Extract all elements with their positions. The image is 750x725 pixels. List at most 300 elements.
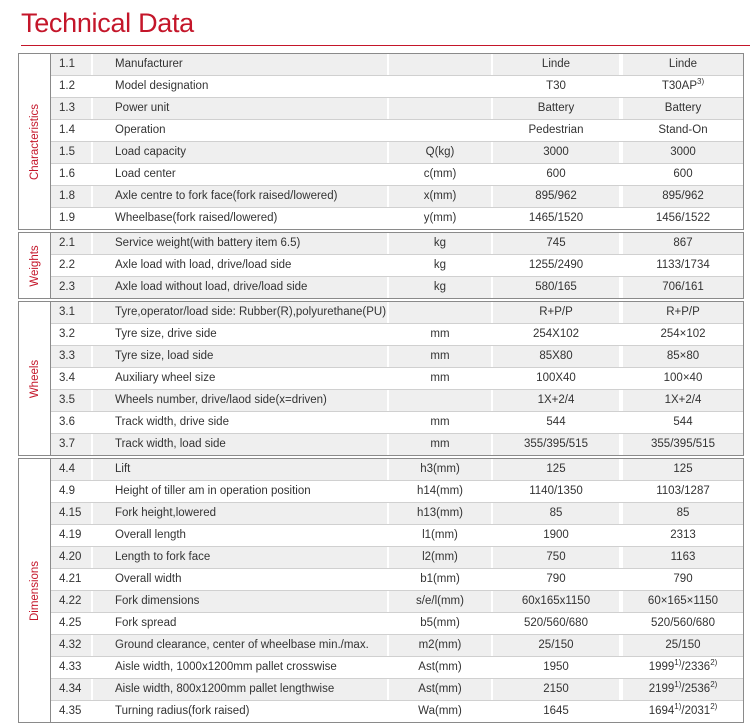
section-label-text: Weights bbox=[28, 244, 41, 287]
item-unit bbox=[389, 186, 491, 207]
value-model-2-text: 1456/1522 bbox=[655, 212, 711, 224]
value-model-1 bbox=[493, 569, 619, 590]
item-unit bbox=[389, 54, 491, 75]
value-model-2-alt: /2336 bbox=[681, 661, 711, 673]
value-model-2-text: 520/560/680 bbox=[651, 617, 715, 629]
table-row bbox=[51, 233, 743, 254]
value-model-2 bbox=[623, 98, 743, 119]
item-number bbox=[51, 547, 91, 568]
item-description-text: Axle load without load, drive/load side bbox=[115, 281, 308, 293]
item-unit bbox=[389, 164, 491, 185]
item-unit bbox=[389, 208, 491, 229]
value-model-2 bbox=[623, 346, 743, 367]
section-label-text: Wheels bbox=[28, 359, 41, 398]
item-number bbox=[51, 635, 91, 656]
value-model-2-text: 895/962 bbox=[662, 190, 704, 202]
value-model-2 bbox=[623, 208, 743, 229]
value-model-1-text: 1140/1350 bbox=[529, 485, 583, 497]
item-unit-text: mm bbox=[430, 438, 450, 450]
value-model-2 bbox=[623, 412, 743, 433]
section-dimensions bbox=[18, 458, 744, 723]
footnote-ref: 1) bbox=[674, 680, 682, 690]
item-number-text: 4.20 bbox=[59, 551, 82, 563]
value-model-2 bbox=[623, 324, 743, 345]
item-description bbox=[93, 481, 387, 502]
table-row bbox=[51, 207, 743, 229]
value-model-2 bbox=[623, 613, 743, 634]
item-description-text: Manufacturer bbox=[115, 58, 183, 70]
item-description-text: Fork spread bbox=[115, 617, 177, 629]
item-unit-text: y(mm) bbox=[423, 212, 457, 224]
item-number-text: 3.6 bbox=[59, 416, 75, 428]
section-weights bbox=[18, 232, 744, 299]
value-model-2 bbox=[623, 164, 743, 185]
table-row bbox=[51, 634, 743, 656]
table-row bbox=[51, 254, 743, 276]
page-title: Technical Data bbox=[21, 8, 194, 38]
item-unit bbox=[389, 635, 491, 656]
item-description-text: Model designation bbox=[115, 80, 209, 92]
value-model-2-text: 1163 bbox=[670, 551, 696, 563]
value-model-1-text: 25/150 bbox=[538, 639, 574, 651]
item-unit bbox=[389, 481, 491, 502]
item-number bbox=[51, 459, 91, 480]
item-unit bbox=[389, 525, 491, 546]
footnote-ref: 1) bbox=[674, 702, 682, 712]
value-model-2-alt: /2031 bbox=[681, 705, 711, 717]
item-unit-text: mm bbox=[430, 372, 450, 384]
section-label bbox=[19, 302, 51, 455]
value-model-2 bbox=[623, 657, 743, 678]
section-label bbox=[19, 54, 51, 229]
footnote-ref: 1) bbox=[674, 658, 682, 668]
item-unit bbox=[389, 569, 491, 590]
table-row bbox=[51, 302, 743, 323]
value-model-1-text: Linde bbox=[541, 58, 571, 70]
item-number-text: 1.8 bbox=[59, 190, 75, 202]
value-model-1 bbox=[493, 233, 619, 254]
value-model-2-text: 1999 bbox=[648, 661, 675, 673]
value-model-1 bbox=[493, 76, 619, 97]
item-number bbox=[51, 186, 91, 207]
value-model-1 bbox=[493, 591, 619, 612]
footnote-ref: 2) bbox=[710, 680, 718, 690]
value-model-1 bbox=[493, 302, 619, 323]
table-row bbox=[51, 502, 743, 524]
table-row bbox=[51, 185, 743, 207]
item-number-text: 4.34 bbox=[59, 683, 82, 695]
item-unit-text: x(mm) bbox=[423, 190, 457, 202]
table-row bbox=[51, 367, 743, 389]
item-number bbox=[51, 412, 91, 433]
value-model-2-text: 2313 bbox=[670, 529, 696, 541]
item-unit-text: Ast(mm) bbox=[418, 661, 462, 673]
value-model-2-text: 254×102 bbox=[660, 328, 706, 340]
table-row bbox=[51, 345, 743, 367]
item-number bbox=[51, 390, 91, 411]
item-unit bbox=[389, 120, 491, 141]
item-unit bbox=[389, 302, 491, 323]
value-model-2-text: 2199 bbox=[648, 683, 675, 695]
table-row bbox=[51, 75, 743, 97]
value-model-1 bbox=[493, 657, 619, 678]
value-model-1 bbox=[493, 186, 619, 207]
item-unit bbox=[389, 459, 491, 480]
item-number bbox=[51, 54, 91, 75]
item-number-text: 1.2 bbox=[59, 80, 75, 92]
item-description bbox=[93, 679, 387, 700]
value-model-1 bbox=[493, 98, 619, 119]
table-row bbox=[51, 323, 743, 345]
value-model-1-text: 3000 bbox=[543, 146, 569, 158]
value-model-2 bbox=[623, 591, 743, 612]
item-unit-text: c(mm) bbox=[423, 168, 457, 180]
item-number-text: 1.4 bbox=[59, 124, 75, 136]
item-unit bbox=[389, 142, 491, 163]
item-description bbox=[93, 324, 387, 345]
item-description-text: Wheelbase(fork raised/lowered) bbox=[115, 212, 278, 224]
item-number-text: 4.19 bbox=[59, 529, 82, 541]
value-model-2 bbox=[623, 679, 743, 700]
value-model-2 bbox=[623, 434, 743, 455]
item-unit-text: mm bbox=[430, 350, 450, 362]
value-model-1 bbox=[493, 459, 619, 480]
item-number-text: 4.4 bbox=[59, 463, 75, 475]
value-model-2-text: 1133/1734 bbox=[656, 259, 710, 271]
item-number-text: 4.33 bbox=[59, 661, 82, 673]
value-model-2-text: Stand-On bbox=[658, 124, 708, 136]
item-unit-text: h13(mm) bbox=[416, 507, 463, 519]
value-model-2-text: 790 bbox=[673, 573, 693, 585]
item-number-text: 4.25 bbox=[59, 617, 82, 629]
item-number bbox=[51, 255, 91, 276]
table-row bbox=[51, 163, 743, 185]
item-unit-text: s/e/l(mm) bbox=[416, 595, 464, 607]
item-number bbox=[51, 434, 91, 455]
value-model-2 bbox=[623, 255, 743, 276]
item-description bbox=[93, 657, 387, 678]
item-unit bbox=[389, 412, 491, 433]
item-unit-text: l2(mm) bbox=[422, 551, 458, 563]
value-model-1-text: 520/560/680 bbox=[524, 617, 588, 629]
value-model-2-text: 1103/1287 bbox=[656, 485, 710, 497]
value-model-2 bbox=[623, 390, 743, 411]
value-model-1 bbox=[493, 142, 619, 163]
item-number-text: 3.3 bbox=[59, 350, 75, 362]
item-description bbox=[93, 346, 387, 367]
value-model-1 bbox=[493, 164, 619, 185]
item-description bbox=[93, 76, 387, 97]
item-unit-text: h3(mm) bbox=[420, 463, 460, 475]
item-number-text: 4.21 bbox=[59, 573, 82, 585]
value-model-2-text: 1X+2/4 bbox=[664, 394, 702, 406]
table-row bbox=[51, 433, 743, 455]
item-number bbox=[51, 346, 91, 367]
item-description-text: Length to fork face bbox=[115, 551, 211, 563]
item-description-text: Aisle width, 800x1200mm pallet lengthwise bbox=[115, 683, 335, 695]
value-model-1 bbox=[493, 54, 619, 75]
item-number bbox=[51, 120, 91, 141]
value-model-1-text: 580/165 bbox=[535, 281, 577, 293]
item-number bbox=[51, 591, 91, 612]
section-wheels bbox=[18, 301, 744, 456]
item-unit-text: kg bbox=[433, 259, 447, 271]
item-description bbox=[93, 142, 387, 163]
item-unit bbox=[389, 368, 491, 389]
item-unit bbox=[389, 591, 491, 612]
item-description bbox=[93, 525, 387, 546]
value-model-1-text: 544 bbox=[546, 416, 566, 428]
value-model-2 bbox=[623, 525, 743, 546]
section-label-text: Dimensions bbox=[28, 560, 41, 621]
table-row bbox=[51, 459, 743, 480]
value-model-2 bbox=[623, 701, 743, 722]
value-model-2-text: 544 bbox=[673, 416, 693, 428]
item-number bbox=[51, 302, 91, 323]
item-number bbox=[51, 76, 91, 97]
value-model-2-text: 25/150 bbox=[665, 639, 701, 651]
technical-data-table bbox=[18, 53, 744, 725]
item-number-text: 2.2 bbox=[59, 259, 75, 271]
item-description bbox=[93, 569, 387, 590]
item-unit bbox=[389, 346, 491, 367]
value-model-2 bbox=[623, 186, 743, 207]
value-model-1-text: T30 bbox=[546, 80, 566, 92]
title-divider bbox=[21, 45, 750, 46]
item-description-text: Fork dimensions bbox=[115, 595, 200, 607]
item-number bbox=[51, 481, 91, 502]
item-number bbox=[51, 525, 91, 546]
item-number bbox=[51, 164, 91, 185]
value-model-1 bbox=[493, 208, 619, 229]
value-model-1 bbox=[493, 120, 619, 141]
item-unit bbox=[389, 434, 491, 455]
item-unit bbox=[389, 679, 491, 700]
value-model-1 bbox=[493, 503, 619, 524]
value-model-1-text: 2150 bbox=[543, 683, 569, 695]
item-description-text: Tyre,operator/load side: Rubber(R),polyurethane(PU) bbox=[115, 306, 387, 318]
item-description-text: Axle centre to fork face(fork raised/lowered) bbox=[115, 190, 338, 202]
item-description bbox=[93, 120, 387, 141]
value-model-1-text: 600 bbox=[546, 168, 566, 180]
table-row bbox=[51, 612, 743, 634]
item-unit bbox=[389, 657, 491, 678]
item-number bbox=[51, 569, 91, 590]
value-model-2-text: T30AP bbox=[661, 80, 698, 92]
item-number-text: 1.3 bbox=[59, 102, 75, 114]
item-description bbox=[93, 503, 387, 524]
item-number bbox=[51, 368, 91, 389]
table-row bbox=[51, 568, 743, 590]
item-description bbox=[93, 412, 387, 433]
value-model-2-text: 100×40 bbox=[663, 372, 703, 384]
value-model-1-text: 1255/2490 bbox=[528, 259, 584, 271]
item-number-text: 1.1 bbox=[59, 58, 75, 70]
value-model-1-text: 895/962 bbox=[535, 190, 577, 202]
item-description-text: Turning radius(fork raised) bbox=[115, 705, 250, 717]
item-number bbox=[51, 324, 91, 345]
item-description-text: Height of tiller am in operation position bbox=[115, 485, 311, 497]
item-number bbox=[51, 233, 91, 254]
value-model-1-text: 1X+2/4 bbox=[537, 394, 575, 406]
value-model-1 bbox=[493, 547, 619, 568]
item-description bbox=[93, 459, 387, 480]
value-model-1-text: 100X40 bbox=[536, 372, 576, 384]
table-row bbox=[51, 546, 743, 568]
item-description-text: Lift bbox=[115, 463, 131, 475]
value-model-1-text: R+P/P bbox=[539, 306, 573, 318]
item-number-text: 1.5 bbox=[59, 146, 75, 158]
item-description-text: Track width, load side bbox=[115, 438, 226, 450]
item-description-text: Service weight(with battery item 6.5) bbox=[115, 237, 301, 249]
table-row bbox=[51, 656, 743, 678]
section-rows bbox=[51, 233, 743, 298]
item-description-text: Load center bbox=[115, 168, 176, 180]
section-label-text: Characteristics bbox=[28, 103, 41, 180]
item-number bbox=[51, 277, 91, 298]
value-model-2 bbox=[623, 503, 743, 524]
value-model-1 bbox=[493, 412, 619, 433]
value-model-1 bbox=[493, 525, 619, 546]
item-number bbox=[51, 679, 91, 700]
value-model-2 bbox=[623, 569, 743, 590]
table-row bbox=[51, 480, 743, 502]
item-unit-text: b5(mm) bbox=[420, 617, 460, 629]
item-number-text: 3.2 bbox=[59, 328, 75, 340]
item-description bbox=[93, 164, 387, 185]
item-number-text: 1.6 bbox=[59, 168, 75, 180]
value-model-1-text: Battery bbox=[537, 102, 575, 114]
item-unit bbox=[389, 324, 491, 345]
table-row bbox=[51, 411, 743, 433]
value-model-2-text: 125 bbox=[673, 463, 693, 475]
value-model-2-text: 85×80 bbox=[666, 350, 700, 362]
item-unit bbox=[389, 390, 491, 411]
table-row bbox=[51, 54, 743, 75]
item-description bbox=[93, 591, 387, 612]
section-characteristics bbox=[18, 53, 744, 230]
value-model-2-text: 600 bbox=[673, 168, 693, 180]
table-row bbox=[51, 119, 743, 141]
item-unit bbox=[389, 76, 491, 97]
item-description bbox=[93, 635, 387, 656]
footnote-ref: 2) bbox=[710, 702, 718, 712]
value-model-2-alt: /2536 bbox=[681, 683, 711, 695]
table-row bbox=[51, 590, 743, 612]
item-number-text: 1.9 bbox=[59, 212, 75, 224]
table-row bbox=[51, 700, 743, 722]
item-description-text: Overall length bbox=[115, 529, 186, 541]
item-number bbox=[51, 613, 91, 634]
item-number bbox=[51, 208, 91, 229]
value-model-2 bbox=[623, 120, 743, 141]
value-model-2 bbox=[623, 54, 743, 75]
item-unit-text: l1(mm) bbox=[422, 529, 458, 541]
item-unit-text: Q(kg) bbox=[425, 146, 455, 158]
item-number-text: 4.32 bbox=[59, 639, 82, 651]
item-unit bbox=[389, 503, 491, 524]
value-model-2 bbox=[623, 547, 743, 568]
item-unit-text: kg bbox=[433, 281, 447, 293]
value-model-2-text: 1694 bbox=[648, 705, 675, 717]
item-number bbox=[51, 98, 91, 119]
item-number-text: 3.5 bbox=[59, 394, 75, 406]
item-unit-text: Ast(mm) bbox=[418, 683, 462, 695]
item-description bbox=[93, 434, 387, 455]
item-description-text: Fork height,lowered bbox=[115, 507, 216, 519]
item-number-text: 3.1 bbox=[59, 306, 75, 318]
value-model-2 bbox=[623, 635, 743, 656]
table-row bbox=[51, 524, 743, 546]
value-model-2-text: 3000 bbox=[670, 146, 696, 158]
item-unit-text: b1(mm) bbox=[420, 573, 460, 585]
value-model-1-text: 1465/1520 bbox=[528, 212, 584, 224]
value-model-1 bbox=[493, 613, 619, 634]
item-unit bbox=[389, 547, 491, 568]
item-description-text: Power unit bbox=[115, 102, 170, 114]
value-model-1 bbox=[493, 679, 619, 700]
item-number bbox=[51, 657, 91, 678]
item-number bbox=[51, 503, 91, 524]
item-description bbox=[93, 701, 387, 722]
item-description bbox=[93, 54, 387, 75]
footnote-ref: 2) bbox=[710, 658, 718, 668]
value-model-1 bbox=[493, 635, 619, 656]
item-description-text: Load capacity bbox=[115, 146, 186, 158]
table-row bbox=[51, 389, 743, 411]
value-model-1-text: Pedestrian bbox=[528, 124, 584, 136]
item-number bbox=[51, 142, 91, 163]
value-model-2 bbox=[623, 481, 743, 502]
item-description-text: Tyre size, drive side bbox=[115, 328, 217, 340]
value-model-1-text: 1645 bbox=[543, 705, 569, 717]
item-unit-text: Wa(mm) bbox=[418, 705, 462, 717]
item-number-text: 4.35 bbox=[59, 705, 82, 717]
item-description bbox=[93, 302, 387, 323]
item-number-text: 3.4 bbox=[59, 372, 75, 384]
value-model-1-text: 1900 bbox=[543, 529, 569, 541]
table-row bbox=[51, 276, 743, 298]
item-unit bbox=[389, 701, 491, 722]
value-model-2-text: 60×165×1150 bbox=[647, 595, 719, 607]
item-description-text: Overall width bbox=[115, 573, 182, 585]
item-number-text: 4.22 bbox=[59, 595, 82, 607]
item-description bbox=[93, 255, 387, 276]
item-number-text: 2.1 bbox=[59, 237, 75, 249]
value-model-1 bbox=[493, 481, 619, 502]
item-number-text: 4.15 bbox=[59, 507, 82, 519]
item-description-text: Operation bbox=[115, 124, 166, 136]
item-number-text: 3.7 bbox=[59, 438, 75, 450]
value-model-2-text: Battery bbox=[664, 102, 702, 114]
value-model-2 bbox=[623, 76, 743, 97]
value-model-1-text: 790 bbox=[546, 573, 566, 585]
item-unit-text: m2(mm) bbox=[418, 639, 462, 651]
item-description bbox=[93, 233, 387, 254]
item-description-text: Aisle width, 1000x1200mm pallet crosswise bbox=[115, 661, 337, 673]
item-unit bbox=[389, 255, 491, 276]
item-description-text: Wheels number, drive/laod side(x=driven) bbox=[115, 394, 327, 406]
item-description bbox=[93, 208, 387, 229]
table-row bbox=[51, 678, 743, 700]
value-model-2 bbox=[623, 459, 743, 480]
item-description bbox=[93, 277, 387, 298]
value-model-2 bbox=[623, 142, 743, 163]
item-description-text: Ground clearance, center of wheelbase min./max. bbox=[115, 639, 369, 651]
value-model-1-text: 85 bbox=[549, 507, 563, 519]
value-model-1 bbox=[493, 390, 619, 411]
value-model-1-text: 1950 bbox=[543, 661, 569, 673]
